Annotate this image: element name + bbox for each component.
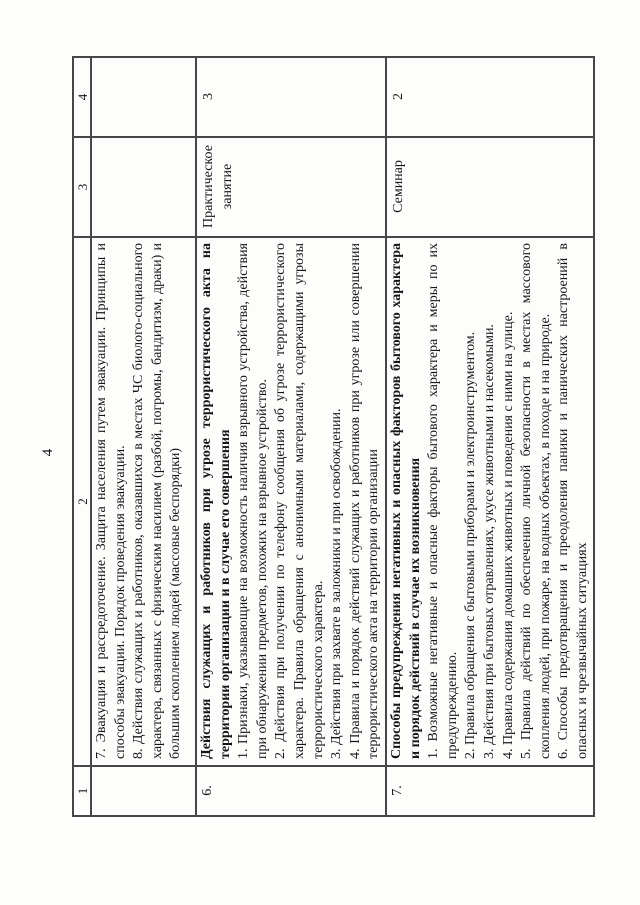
topic-title: Способы предупреждения негативных и опасных факторов бытового характера и порядок действий в случае их возникновения <box>388 243 423 759</box>
column-number-2: 2 <box>73 237 91 766</box>
topic-number-cell: 6. <box>196 766 386 816</box>
topic-item: 2. Действия при получении по телефону сообщения об угрозе террористического характера. Правила обращения с анонимными материалами, содержащими угрозы террористического характера. <box>273 243 326 759</box>
topic-number-cell <box>91 766 196 816</box>
column-number-1: 1 <box>73 766 91 816</box>
lesson-form-cell: Практическое занятие <box>196 137 386 237</box>
hours-cell <box>91 57 196 137</box>
table-row-topic-6 <box>196 57 386 816</box>
topic-item: 5. Правила действий по обеспечению личной безопасности в местах массового скопления людей, при пожаре, на водных объектах, в походе и на природе. <box>519 243 553 759</box>
topic-content-cell <box>91 237 196 766</box>
table-row-continuation <box>91 57 196 816</box>
topic-item: 1. Признаки, указывающие на возможность наличия взрывного устройства, действия при обнаружении предметов, похожих на взрывное устройство. <box>236 243 270 759</box>
topic-item: 3. Действия при бытовых отравлениях, укусе животными и насекомыми. <box>481 324 497 759</box>
page-number: 4 <box>40 448 56 457</box>
column-number-4: 4 <box>73 57 91 137</box>
hours-cell: 3 <box>196 57 386 137</box>
topic-item: 2. Правила обращения с бытовыми приборами и электроинструментом. <box>463 331 479 759</box>
hours-cell: 2 <box>386 57 595 137</box>
topic-item: 4. Правила и порядок действий служащих и работников при угрозе или совершении террористического акта на территории организации <box>347 243 382 759</box>
column-number-3: 3 <box>73 137 91 237</box>
topic-number-cell: 7. <box>386 766 595 816</box>
column-number-row <box>73 57 91 816</box>
table-row-topic-7 <box>386 57 595 816</box>
topic-item: 8. Действия служащих и работников, оказавшихся в местах ЧС биолого-социального характера, связанных с физическим насилием (разбой, погромы, бандитизм, драки) и большим скоплением людей (массовые беспорядки) <box>131 243 184 759</box>
training-topics-table <box>72 56 595 817</box>
topic-item: 3. Действия при захвате в заложники и при освобождении. <box>329 408 345 759</box>
topic-title: Действия служащих и работников при угрозе террористического акта на территории организации и в случае его совершения <box>199 243 233 759</box>
topic-item: 1. Возможные негативные и опасные факторы бытового характера и меры по их предупреждению. <box>426 243 460 759</box>
topic-content-cell <box>386 237 595 766</box>
topic-item: 6. Способы предотвращения и преодоления паники и панических настроений в опасных и чрезвычайных ситуациях <box>556 243 590 759</box>
topic-content-cell <box>196 237 386 766</box>
topic-item: 4. Правила содержания домашних животных и поведения с ними на улице. <box>500 311 516 759</box>
lesson-form-cell <box>91 137 196 237</box>
topic-item: 7. Эвакуация и рассредоточение. Защита населения путем эвакуации. Принципы и способы эвакуации. Порядок проведения эвакуации. <box>94 243 128 759</box>
lesson-form-cell: Семинар <box>386 137 595 237</box>
